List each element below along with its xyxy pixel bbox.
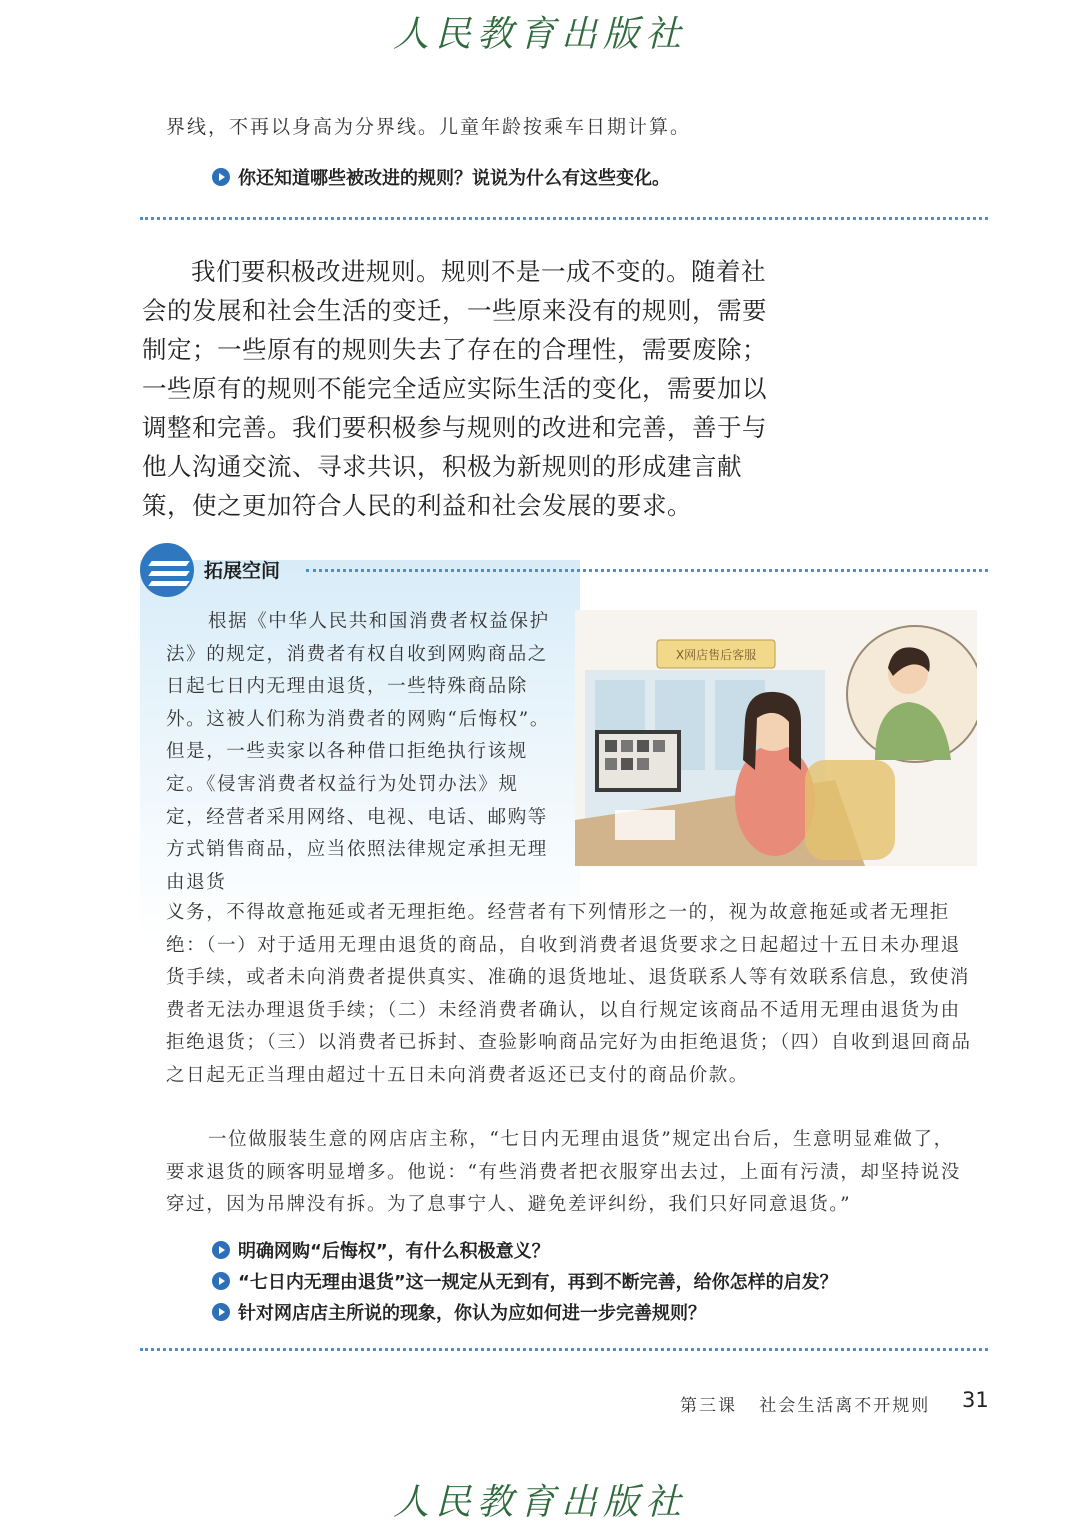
arrow-bullet-icon [212,1303,230,1321]
arrow-bullet-icon [212,1272,230,1290]
extension-question-text: 明确网购“后悔权”，有什么积极意义？ [238,1241,550,1262]
extension-question-text: “七日内无理由退货”这一规定从无到有，再到不断完善，给你怎样的启发？ [238,1272,838,1293]
bottom-divider [140,1348,988,1351]
extension-para2: 一位做服装生意的网店店主称，“七日内无理由退货”规定出台后，生意明显难做了，要求退货的顾客明显增多。他说：“有些消费者把衣服穿出去过，上面有污渍，却坚持说没穿过，因为吊牌没有拆。为了息事宁人、避免差评纠纷，我们只好同意退货。” [166,1129,961,1216]
publisher-watermark-bottom: 人民教育出版社 [392,1482,687,1523]
customer-service-illustration [575,610,977,866]
shop-sign-text: X网店售后客服 [675,648,757,662]
lesson-title: 社会生活离不开规则 [759,1396,931,1416]
arrow-bullet-icon [212,168,230,186]
extension-space-icon [140,543,194,597]
continuation-text: 界线，不再以身高为分界线。儿童年龄按乘车日期计算。 [166,116,692,138]
section-divider [140,217,988,220]
extension-question-text: 针对网店店主所说的现象，你认为应如何进一步完善规则？ [238,1303,706,1324]
extension-question-1 [212,1237,550,1263]
footer-lesson [680,1391,930,1416]
extension-title: 拓展空间 [204,560,281,582]
arrow-bullet-icon [212,1241,230,1259]
main-paragraph: 我们要积极改进规则。规则不是一成不变的。随着社会的发展和社会生活的变迁，一些原来没有的规则，需要制定；一些原有的规则失去了存在的合理性，需要废除；一些原有的规则不能完全适应实际生活的变化，需要加以调整和完善。我们要积极参与规则的改进和完善，善于与他人沟通交流、寻求共识，积极为新规则的形成建言献策，使之更加符合人民的利益和社会发展的要求。 [142,257,767,520]
extension-para1-part2: 义务，不得故意拖延或者无理拒绝。经营者有下列情形之一的，视为故意拖延或者无理拒绝：（一）对于适用无理由退货的商品，自收到消费者退货要求之日起超过十五日未办理退货手续，或者未向消费者提供真实、准确的退货地址、退货联系人等有效联系信息，致使消费者无法办理退货手续；（二）未经消费者确认，以自行规定该商品不适用无理由退货为由拒绝退货；（三）以消费者已拆封、查验影响商品完好为由拒绝退货；（四）自收到退回商品之日起无正当理由超过十五日未向消费者返还已支付的商品价款。 [166,902,972,1086]
top-question-text: 你还知道哪些被改进的规则？说说为什么有这些变化。 [238,168,670,189]
extension-question-3 [212,1299,706,1325]
lesson-label: 第三课 [680,1396,737,1416]
publisher-watermark-top: 人民教育出版社 [392,14,687,55]
top-question [212,164,670,190]
extension-para1-part1: 根据《中华人民共和国消费者权益保护法》的规定，消费者有权自收到网购商品之日起七日内无理由退货，一些特殊商品除外。这被人们称为消费者的网购“后悔权”。但是，一些卖家以各种借口拒绝执行该规定。《侵害消费者权益行为处罚办法》规定，经营者采用网络、电视、电话、邮购等方式销售商品，应当依照法律规定承担无理由退货 [166,611,550,893]
extension-title-divider [306,569,988,572]
page-number: 31 [962,1388,989,1412]
extension-question-2 [212,1268,838,1294]
